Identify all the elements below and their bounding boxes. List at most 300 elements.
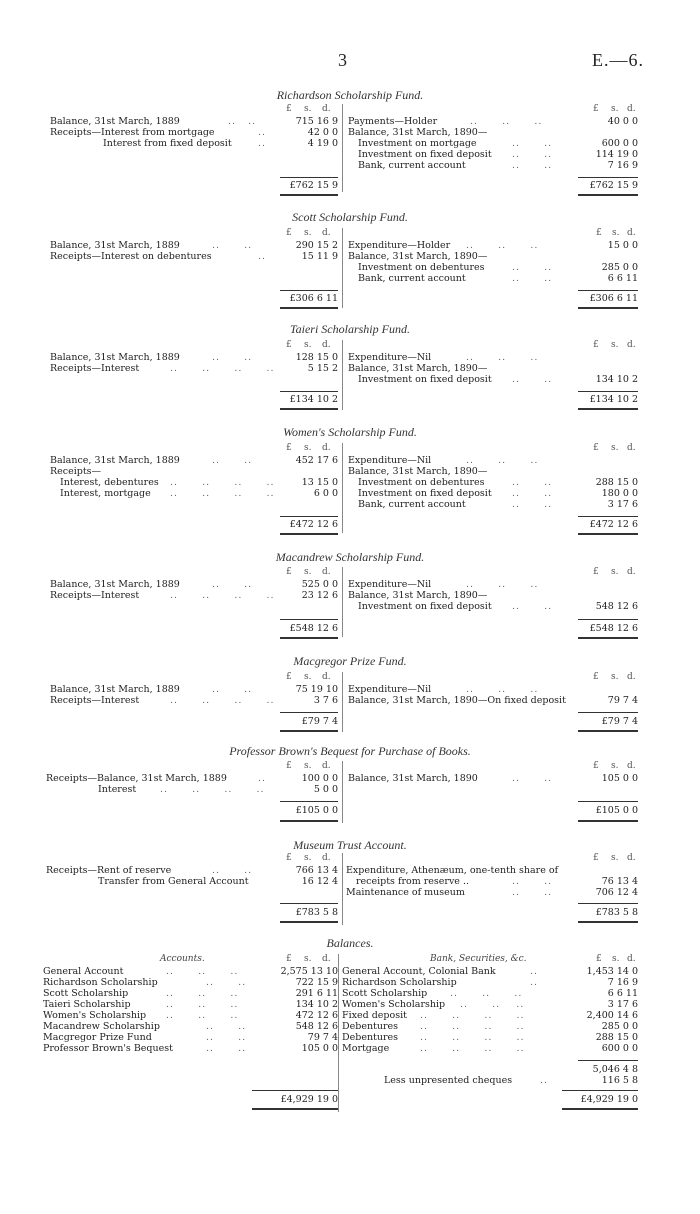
security-amount: 288 15 0 [595,1032,638,1043]
left-amount: 128 15 0 [295,352,338,363]
right-amount: 114 19 0 [595,149,638,160]
leader-dots: .. .. .. .. [170,488,275,499]
brown-bequest-title: Professor Brown's Bequest for Purchase of Books. [229,744,471,758]
leader-dots: .. .. .. .. [420,1043,525,1054]
pounds-header: £ [593,104,599,114]
shillings-header: s. [304,672,312,682]
left-item: Interest, mortgage [60,488,151,499]
balance-account-name: Scott Scholarship [43,988,129,999]
column-rule [342,567,343,637]
balance-account-name: Professor Brown's Bequest [43,1043,173,1054]
security-name: Richardson Scholarship [342,977,457,988]
leader-dots: .. .. .. .. [170,695,275,706]
pence-header: d. [322,954,331,964]
right-item: Balance, 31st March, 1890— [348,590,488,601]
richardson-fund-account [0,104,700,204]
pence-header: d. [627,672,636,682]
left-amount: 6 0 0 [313,488,338,499]
total-rule [280,730,338,732]
right-item: Balance, 31st March, 1890— [348,466,488,477]
left-amount: 715 16 9 [295,116,338,127]
leader-dots: .. .. [512,262,553,273]
security-amount: 285 0 0 [601,1021,638,1032]
security-amount: 3 17 6 [607,999,638,1010]
macgregor-fund-account [0,672,700,742]
leader-dots: .. .. [212,352,253,363]
leader-dots: .. .. .. .. [420,1010,525,1021]
total-rule [578,290,638,291]
left-total: £105 0 0 [295,805,338,816]
left-item: Balance, 31st March, 1889 [50,116,180,127]
balance-account-name: Macandrew Scholarship [43,1021,160,1032]
pounds-header: £ [593,853,599,863]
balance-account-amount: 548 12 6 [295,1021,338,1032]
right-amount: 40 0 0 [607,116,638,127]
scott-fund-account [0,228,700,318]
leader-dots: .. .. [512,601,553,612]
total-rule [578,307,638,309]
right-item: Expenditure—Nil [348,352,432,363]
balances-account [0,954,700,1124]
total-rule [280,194,338,196]
balance-account-name: General Account [43,966,124,977]
security-amount: 600 0 0 [601,1043,638,1054]
leader-dots: .. .. [206,1032,247,1043]
left-amount: 3 7 6 [313,695,338,706]
leader-dots: .. .. .. .. [170,477,275,488]
page-number: 3 [338,50,347,70]
pence-header: d. [322,567,331,577]
subtotal-rule [578,1060,638,1061]
left-total: £548 12 6 [289,623,338,634]
balances-right-total: £4,929 19 0 [580,1094,638,1105]
right-amount: 7 16 9 [607,160,638,171]
security-amount: 6 6 11 [607,988,638,999]
right-item: Balance, 31st March, 1890—On fixed deposit [348,695,566,706]
leader-dots: .. .. .. [460,999,525,1010]
total-rule [280,177,338,178]
leader-dots: .. .. [512,273,553,284]
total-rule [578,408,638,410]
left-amount: 5 0 0 [313,784,338,795]
shillings-header: s. [304,104,312,114]
column-rule [342,104,343,192]
column-rule [342,761,343,823]
shillings-header: s. [304,228,312,238]
left-amount: 75 19 10 [295,684,338,695]
leader-dots: .. .. [228,116,257,127]
left-amount: 23 12 6 [301,590,338,601]
right-item: Payments—Holder [348,116,438,127]
leader-dots: .. .. [512,477,553,488]
right-amount: 706 12 4 [595,887,638,898]
shillings-header: s. [304,567,312,577]
left-item: Interest, debentures [60,477,159,488]
left-amount: 4 19 0 [307,138,338,149]
womens-fund-account [0,443,700,543]
balance-account-name: Macgregor Prize Fund [43,1032,152,1043]
right-total: £762 15 9 [589,180,638,191]
leader-dots: .. [258,251,267,262]
left-item: Receipts—Interest [50,363,140,374]
leader-dots: .. .. [512,160,553,171]
shillings-header: s. [304,340,312,350]
total-rule [562,1090,638,1091]
left-item: Receipts—Interest on debentures [50,251,212,262]
leader-dots: .. .. .. .. [160,784,265,795]
left-item: Balance, 31st March, 1889 [50,579,180,590]
leader-dots: .. .. .. [450,988,523,999]
pounds-header: £ [596,954,602,964]
total-rule [252,1108,338,1110]
museum-account-title: Museum Trust Account. [293,838,407,852]
column-rule [342,340,343,410]
right-item: Balance, 31st March, 1890— [348,251,488,262]
total-rule [562,1108,638,1110]
pence-header: d. [627,104,636,114]
leader-dots: .. [258,138,267,149]
balance-account-name: Richardson Scholarship [43,977,158,988]
column-rule [342,672,343,732]
left-total: £762 15 9 [289,180,338,191]
left-item: Balance, 31st March, 1889 [50,684,180,695]
leader-dots: .. [530,966,539,977]
leader-dots: .. .. [512,374,553,385]
pounds-header: £ [286,340,292,350]
shillings-header: s. [304,761,312,771]
left-total: £134 10 2 [289,394,338,405]
left-item: Receipts—Balance, 31st March, 1889 [46,773,227,784]
leader-dots: .. .. [512,138,553,149]
museum-trust-account [0,853,700,933]
right-total: £548 12 6 [589,623,638,634]
column-rule [338,954,339,1112]
leader-dots: .. .. .. .. [420,1032,525,1043]
column-rule [342,228,343,308]
leader-dots: .. .. [212,865,253,876]
less-unpresented-label: Less unpresented cheques [384,1075,513,1086]
pence-header: d. [627,443,636,453]
pence-header: d. [322,104,331,114]
leader-dots: .. [530,977,539,988]
leader-dots: .. .. [512,149,553,160]
leader-dots: .. .. [212,240,253,251]
total-rule [578,801,638,802]
pounds-header: £ [596,228,602,238]
pence-header: d. [322,340,331,350]
right-item: Bank, current account [358,273,466,284]
right-item: Investment on fixed deposit [358,601,492,612]
balance-account-amount: 105 0 0 [301,1043,338,1054]
column-rule [342,443,343,533]
total-rule [280,820,338,822]
left-item: Receipts—Interest from mortgage [50,127,215,138]
shillings-header: s. [611,672,619,682]
pounds-header: £ [286,954,292,964]
leader-dots: .. .. [512,499,553,510]
right-amount: 288 15 0 [595,477,638,488]
shillings-header: s. [611,104,619,114]
leader-dots: .. .. .. [470,116,543,127]
right-amount: 76 13 4 [601,876,638,887]
left-total: £472 12 6 [289,519,338,530]
right-item: Maintenance of museum [346,887,465,898]
total-rule [280,637,338,639]
pence-header: d. [322,853,331,863]
pence-header: d. [627,228,636,238]
right-total: £105 0 0 [595,805,638,816]
pounds-header: £ [286,228,292,238]
leader-dots: .. .. .. [166,999,239,1010]
pence-header: d. [322,443,331,453]
accounts-heading: Accounts. [160,954,205,964]
right-item: Expenditure—Nil [348,579,432,590]
pence-header: d. [322,761,331,771]
shillings-header: s. [611,567,619,577]
right-amount: 15 0 0 [607,240,638,251]
balance-account-amount: 722 15 9 [295,977,338,988]
shillings-header: s. [304,954,312,964]
scott-fund-title: Scott Scholarship Fund. [292,210,408,224]
leader-dots: .. .. [206,1043,247,1054]
left-amount: 16 12 4 [301,876,338,887]
right-total: £134 10 2 [589,394,638,405]
richardson-fund-title: Richardson Scholarship Fund. [276,88,424,102]
total-rule [578,712,638,713]
total-rule [578,820,638,822]
left-amount: 290 15 2 [295,240,338,251]
pence-header: d. [627,761,636,771]
pounds-header: £ [593,443,599,453]
right-amount: 285 0 0 [601,262,638,273]
shillings-header: s. [612,954,620,964]
total-rule [280,408,338,410]
left-amount: 100 0 0 [301,773,338,784]
left-amount: 525 0 0 [301,579,338,590]
pence-header: d. [322,228,331,238]
brown-bequest-account [0,761,700,831]
total-rule [280,903,338,904]
leader-dots: .. .. [206,1021,247,1032]
total-rule [578,903,638,904]
leader-dots: .. [258,127,267,138]
shillings-header: s. [612,228,620,238]
left-total: £79 7 4 [301,716,338,727]
report-reference: E.—6. [592,50,644,70]
pounds-header: £ [593,567,599,577]
left-amount: 13 15 0 [301,477,338,488]
right-item: Investment on debentures [358,262,485,273]
leader-dots: .. .. [206,977,247,988]
leader-dots: .. .. .. [466,579,539,590]
pounds-header: £ [286,761,292,771]
macandrew-fund-account [0,567,700,647]
leader-dots: .. .. [212,455,253,466]
pence-header: d. [627,340,636,350]
right-item: Investment on mortgage [358,138,477,149]
right-item: Expenditure, Athenæum, one-tenth share of [346,865,559,876]
right-item: Investment on fixed deposit [358,374,492,385]
pounds-header: £ [286,567,292,577]
security-name: Fixed deposit [342,1010,407,1021]
right-amount: 79 7 4 [607,695,638,706]
unpresented-cheques-amount: 116 5 8 [601,1075,638,1086]
left-item: Balance, 31st March, 1889 [50,240,180,251]
leader-dots: .. .. .. [166,1010,239,1021]
right-item: Investment on debentures [358,477,485,488]
right-amount: 180 0 0 [601,488,638,499]
balance-account-amount: 134 10 2 [295,999,338,1010]
security-name: Debentures [342,1032,399,1043]
shillings-header: s. [304,853,312,863]
pounds-header: £ [286,853,292,863]
total-rule [280,516,338,517]
balance-account-name: Women's Scholarship [43,1010,147,1021]
left-total: £783 5 8 [295,907,338,918]
pounds-header: £ [286,104,292,114]
right-item: Expenditure—Nil [348,455,432,466]
total-rule [280,801,338,802]
pence-header: d. [627,567,636,577]
left-amount: 5 15 2 [307,363,338,374]
security-name: General Account, Colonial Bank [342,966,496,977]
leader-dots: .. .. [512,887,553,898]
leader-dots: .. .. .. [466,455,539,466]
shillings-header: s. [611,443,619,453]
right-total: £783 5 8 [595,907,638,918]
left-item: Balance, 31st March, 1889 [50,455,180,466]
balances-left-total: £4,929 19 0 [280,1094,338,1105]
shillings-header: s. [611,340,619,350]
total-rule [280,307,338,309]
total-rule [280,533,338,535]
total-rule [252,1090,338,1091]
leader-dots: .. [258,773,267,784]
pence-header: d. [322,672,331,682]
left-total: £306 6 11 [289,293,338,304]
taieri-fund-title: Taieri Scholarship Fund. [290,322,410,336]
total-rule [578,516,638,517]
total-rule [578,730,638,732]
left-amount: 42 0 0 [307,127,338,138]
leader-dots: .. .. .. [466,240,539,251]
total-rule [280,712,338,713]
right-item: Balance, 31st March, 1890 [348,773,478,784]
security-amount: 2,400 14 6 [586,1010,638,1021]
right-amount: 134 10 2 [595,374,638,385]
total-rule [280,921,338,923]
shillings-header: s. [611,853,619,863]
leader-dots: .. .. .. [466,352,539,363]
left-item: Receipts—Rent of reserve [46,865,172,876]
leader-dots: .. .. .. [466,684,539,695]
right-amount: 548 12 6 [595,601,638,612]
total-rule [280,619,338,620]
right-item: Balance, 31st March, 1890— [348,363,488,374]
security-name: Scott Scholarship [342,988,428,999]
right-total: £306 6 11 [589,293,638,304]
left-item: Receipts—Interest [50,590,140,601]
leader-dots: .. .. [212,684,253,695]
left-item: Receipts—Interest [50,695,140,706]
column-rule [342,853,343,925]
right-item: Expenditure—Nil [348,684,432,695]
macgregor-fund-title: Macgregor Prize Fund. [293,654,407,668]
security-name: Mortgage [342,1043,390,1054]
balance-account-name: Taieri Scholarship [43,999,131,1010]
total-rule [578,921,638,923]
total-rule [578,177,638,178]
left-amount: 766 13 4 [295,865,338,876]
bank-securities-heading: Bank, Securities, &c. [430,954,527,964]
total-rule [578,637,638,639]
pounds-header: £ [593,761,599,771]
right-item: Investment on fixed deposit [358,488,492,499]
leader-dots: .. [540,1075,549,1086]
macandrew-fund-title: Macandrew Scholarship Fund. [275,550,425,564]
total-rule [280,290,338,291]
leader-dots: .. .. [512,773,553,784]
left-item: Interest from fixed deposit [103,138,232,149]
pounds-header: £ [286,672,292,682]
pence-header: d. [627,853,636,863]
leader-dots: .. .. [512,488,553,499]
pence-header: d. [627,954,636,964]
balance-account-amount: 2,575 13 10 [280,966,338,977]
leader-dots: .. .. .. [166,966,239,977]
balance-account-amount: 79 7 4 [307,1032,338,1043]
right-item: Bank, current account [358,160,466,171]
pounds-header: £ [593,340,599,350]
total-rule [578,194,638,196]
leader-dots: .. .. [512,876,553,887]
taieri-fund-account [0,340,700,420]
total-rule [280,391,338,392]
total-rule [578,391,638,392]
left-item: Balance, 31st March, 1889 [50,352,180,363]
leader-dots: .. .. .. [166,988,239,999]
right-total: £472 12 6 [589,519,638,530]
security-amount: 7 16 9 [607,977,638,988]
right-item: receipts from reserve .. [356,876,469,887]
right-item: Expenditure—Holder [348,240,451,251]
right-item: Balance, 31st March, 1890— [348,127,488,138]
left-amount: 15 11 9 [301,251,338,262]
leader-dots: .. .. .. .. [170,363,275,374]
right-item: Bank, current account [358,499,466,510]
womens-fund-title: Women's Scholarship Fund. [283,425,417,439]
security-name: Debentures [342,1021,399,1032]
shillings-header: s. [304,443,312,453]
leader-dots: .. .. [212,579,253,590]
right-item: Investment on fixed deposit [358,149,492,160]
leader-dots: .. .. .. .. [170,590,275,601]
right-amount: 6 6 11 [607,273,638,284]
total-rule [578,619,638,620]
right-amount: 105 0 0 [601,773,638,784]
securities-subtotal: 5,046 4 8 [592,1064,638,1075]
right-total: £79 7 4 [601,716,638,727]
security-amount: 1,453 14 0 [586,966,638,977]
balance-account-amount: 291 6 11 [295,988,338,999]
right-amount: 600 0 0 [601,138,638,149]
shillings-header: s. [611,761,619,771]
balance-account-amount: 472 12 6 [295,1010,338,1021]
pounds-header: £ [593,672,599,682]
left-amount: 452 17 6 [295,455,338,466]
total-rule [578,533,638,535]
left-item: Interest [98,784,137,795]
